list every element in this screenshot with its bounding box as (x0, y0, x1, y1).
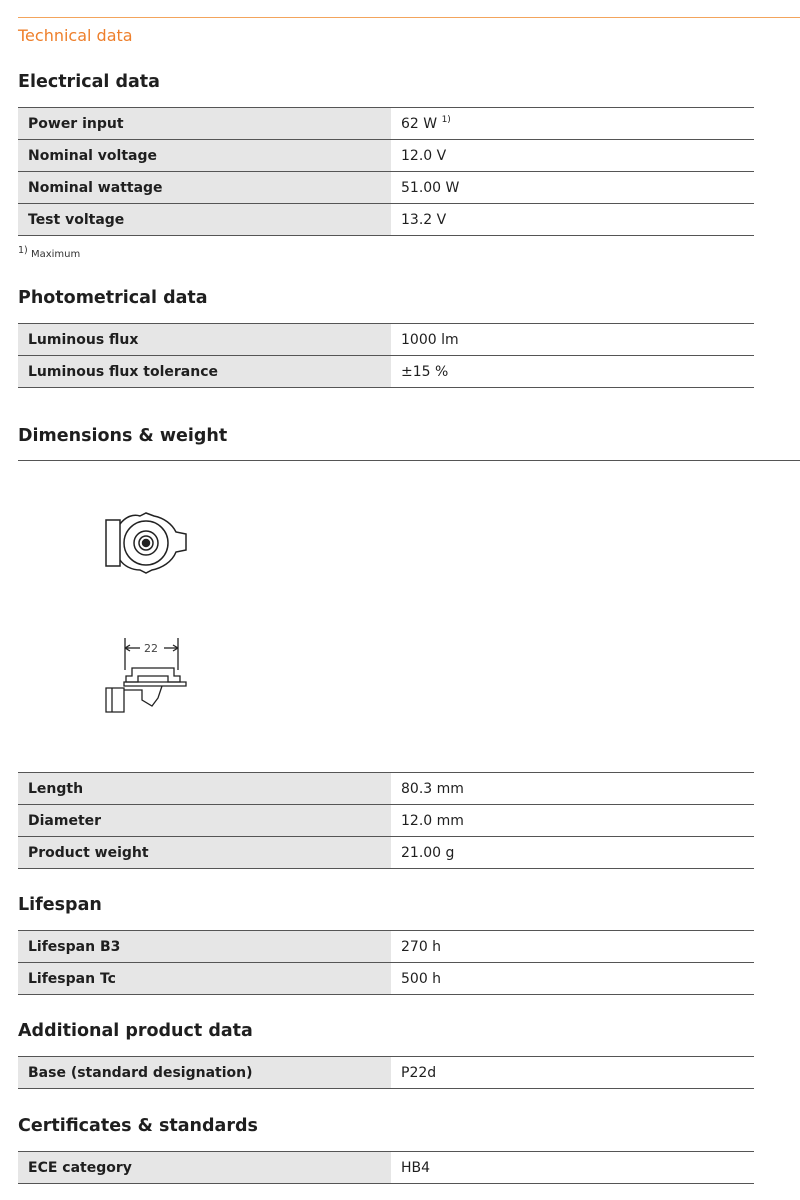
spec-value: 500 h (391, 963, 754, 995)
spec-value: 80.3 mm (391, 773, 754, 805)
spec-value: 62 W (401, 116, 438, 132)
spec-value: 1000 lm (391, 324, 754, 356)
bulb-front-view-drawing (98, 510, 194, 576)
table-row (18, 931, 754, 963)
table-row (18, 356, 754, 388)
table-row (18, 172, 754, 204)
spec-label: ECE category (18, 1152, 391, 1184)
footnote (18, 245, 80, 260)
table-row (18, 837, 754, 869)
electrical-data-table (18, 107, 754, 236)
spec-value: 270 h (391, 931, 754, 963)
spec-label: Nominal voltage (18, 140, 391, 172)
spec-label: Lifespan Tc (18, 963, 391, 995)
lifespan-table (18, 930, 754, 995)
spec-label: Luminous flux tolerance (18, 356, 391, 388)
top-accent-rule (18, 17, 800, 18)
spec-label: Base (standard designation) (18, 1057, 391, 1089)
table-row (18, 108, 754, 140)
spec-value-cell (391, 108, 754, 140)
spec-value: 51.00 W (391, 172, 754, 204)
spec-label: Test voltage (18, 204, 391, 236)
spec-value: 21.00 g (391, 837, 754, 869)
spec-label: Diameter (18, 805, 391, 837)
certificates-standards-heading: Certificates & standards (18, 1116, 258, 1136)
page-title: Technical data (18, 26, 133, 45)
section-divider (18, 460, 800, 461)
lifespan-heading: Lifespan (18, 895, 102, 915)
spec-label: Product weight (18, 837, 391, 869)
spec-label: Power input (18, 108, 391, 140)
table-row (18, 1057, 754, 1089)
spec-value: 13.2 V (391, 204, 754, 236)
certificates-standards-table (18, 1151, 754, 1184)
table-row (18, 1152, 754, 1184)
electrical-data-heading: Electrical data (18, 72, 160, 92)
spec-value: P22d (391, 1057, 754, 1089)
footnote-reference: 1) (441, 115, 451, 125)
table-row (18, 805, 754, 837)
dimensions-weight-table (18, 772, 754, 869)
dimension-label: 22 (144, 642, 158, 655)
spec-label: Length (18, 773, 391, 805)
spec-label: Lifespan B3 (18, 931, 391, 963)
footnote-text: Maximum (30, 249, 81, 260)
spec-label: Luminous flux (18, 324, 391, 356)
dimensions-weight-heading: Dimensions & weight (18, 426, 228, 446)
photometrical-data-heading: Photometrical data (18, 288, 208, 308)
bulb-side-view-drawing (98, 636, 194, 718)
table-row (18, 963, 754, 995)
photometrical-data-table (18, 323, 754, 388)
table-row (18, 140, 754, 172)
table-row (18, 324, 754, 356)
additional-product-data-table (18, 1056, 754, 1089)
spec-value: ±15 % (391, 356, 754, 388)
table-row (18, 773, 754, 805)
spec-value: 12.0 mm (391, 805, 754, 837)
table-row (18, 204, 754, 236)
additional-product-data-heading: Additional product data (18, 1021, 253, 1041)
spec-label: Nominal wattage (18, 172, 391, 204)
footnote-mark: 1) (18, 245, 28, 256)
spec-value: HB4 (391, 1152, 754, 1184)
spec-value: 12.0 V (391, 140, 754, 172)
